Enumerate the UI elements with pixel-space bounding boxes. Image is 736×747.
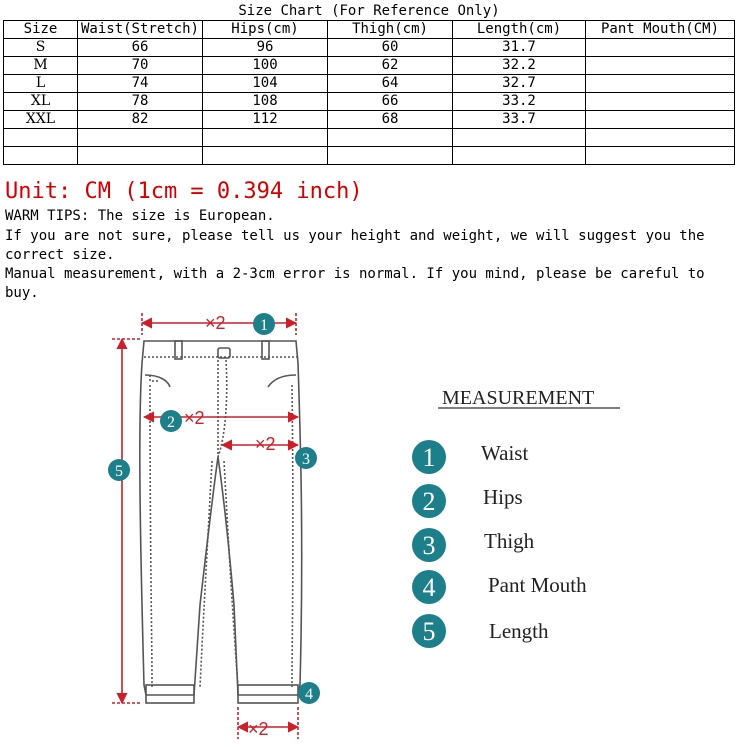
badge-hips (160, 410, 182, 432)
cell-empty (328, 147, 453, 165)
cell-hips: 96 (203, 39, 328, 57)
legend-title: MEASUREMENT (442, 387, 595, 409)
header-length: Length(cm) (453, 21, 586, 39)
svg-text:2: 2 (167, 414, 175, 431)
size-chart-table (3, 3, 735, 165)
size-suggestion-text: If you are not sure, please tell us your height and weight, we will suggest you the correct size. (5, 228, 705, 263)
legend-item-waist (412, 440, 528, 474)
badge-waist (253, 313, 275, 335)
measurement-error-text: Manual measurement, with a 2-3cm error is normal. If you mind, please be careful to buy. (5, 266, 705, 301)
cell-size: S (4, 39, 78, 57)
cell-length: 33.7 (453, 111, 586, 129)
cell-hips: 108 (203, 93, 328, 111)
multiplier-label: ×2 (205, 313, 226, 333)
cell-length: 32.7 (453, 75, 586, 93)
header-pant-mouth: Pant Mouth(CM) (586, 21, 735, 39)
cell-empty (586, 129, 735, 147)
header-size: Size (4, 21, 78, 39)
warm-tips-text: WARM TIPS: The size is European. (5, 208, 275, 224)
cell-empty (586, 147, 735, 165)
cell-size: XXL (4, 111, 78, 129)
svg-text:1: 1 (422, 443, 436, 472)
svg-text:2: 2 (422, 487, 436, 516)
legend-item-hips (412, 484, 523, 518)
cell-hips: 112 (203, 111, 328, 129)
cell-waist: 66 (78, 39, 203, 57)
cell-empty (328, 129, 453, 147)
cell-pant-mouth (586, 111, 735, 129)
legend-item-thigh (412, 528, 535, 562)
cell-empty (78, 129, 203, 147)
svg-text:Pant Mouth: Pant Mouth (488, 573, 587, 597)
cell-thigh: 68 (328, 111, 453, 129)
cell-length: 32.2 (453, 57, 586, 75)
svg-text:Waist: Waist (481, 441, 529, 465)
legend-item-pant-mouth (412, 570, 587, 604)
badge-thigh (295, 447, 317, 469)
cell-pant-mouth (586, 57, 735, 75)
svg-text:3: 3 (422, 531, 436, 560)
table-row-empty (4, 147, 735, 165)
cell-waist: 78 (78, 93, 203, 111)
svg-text:Hips: Hips (483, 485, 523, 509)
svg-text:4: 4 (422, 573, 436, 602)
cell-pant-mouth (586, 75, 735, 93)
table-row (4, 75, 735, 93)
cell-waist: 82 (78, 111, 203, 129)
multiplier-label: ×2 (184, 408, 205, 428)
svg-text:4: 4 (305, 686, 313, 703)
svg-text:5: 5 (422, 617, 436, 646)
measurement-diagram (0, 305, 736, 747)
cell-empty (453, 147, 586, 165)
cell-hips: 100 (203, 57, 328, 75)
svg-text:3: 3 (302, 451, 310, 468)
cell-size: XL (4, 93, 78, 111)
table-row-empty (4, 129, 735, 147)
svg-text:5: 5 (115, 463, 123, 480)
header-thigh: Thigh(cm) (328, 21, 453, 39)
table-row (4, 39, 735, 57)
multiplier-label: ×2 (248, 719, 269, 739)
cell-length: 33.2 (453, 93, 586, 111)
cell-waist: 74 (78, 75, 203, 93)
badge-pant-mouth (298, 682, 320, 704)
table-row (4, 57, 735, 75)
svg-text:1: 1 (260, 317, 268, 334)
table-row (4, 93, 735, 111)
cell-empty (453, 129, 586, 147)
cell-size: M (4, 57, 78, 75)
unit-note: Unit: CM (1cm = 0.394 inch) (5, 179, 363, 204)
multiplier-label: ×2 (255, 434, 276, 454)
size-chart-caption: Size Chart (For Reference Only) (4, 3, 735, 21)
cell-pant-mouth (586, 39, 735, 57)
cell-pant-mouth (586, 93, 735, 111)
cell-size: L (4, 75, 78, 93)
badge-length (108, 459, 130, 481)
cell-length: 31.7 (453, 39, 586, 57)
svg-text:Thigh: Thigh (484, 529, 535, 553)
cell-empty (203, 129, 328, 147)
cell-thigh: 64 (328, 75, 453, 93)
cell-thigh: 62 (328, 57, 453, 75)
legend-item-length (412, 614, 549, 648)
cell-hips: 104 (203, 75, 328, 93)
cell-empty (203, 147, 328, 165)
svg-text:Length: Length (489, 619, 549, 643)
header-waist: Waist(Stretch) (78, 21, 203, 39)
cell-empty (78, 147, 203, 165)
cell-thigh: 60 (328, 39, 453, 57)
cell-thigh: 66 (328, 93, 453, 111)
header-hips: Hips(cm) (203, 21, 328, 39)
cell-empty (4, 129, 78, 147)
cell-empty (4, 147, 78, 165)
cell-waist: 70 (78, 57, 203, 75)
table-row (4, 111, 735, 129)
pants-illustration (140, 341, 302, 703)
